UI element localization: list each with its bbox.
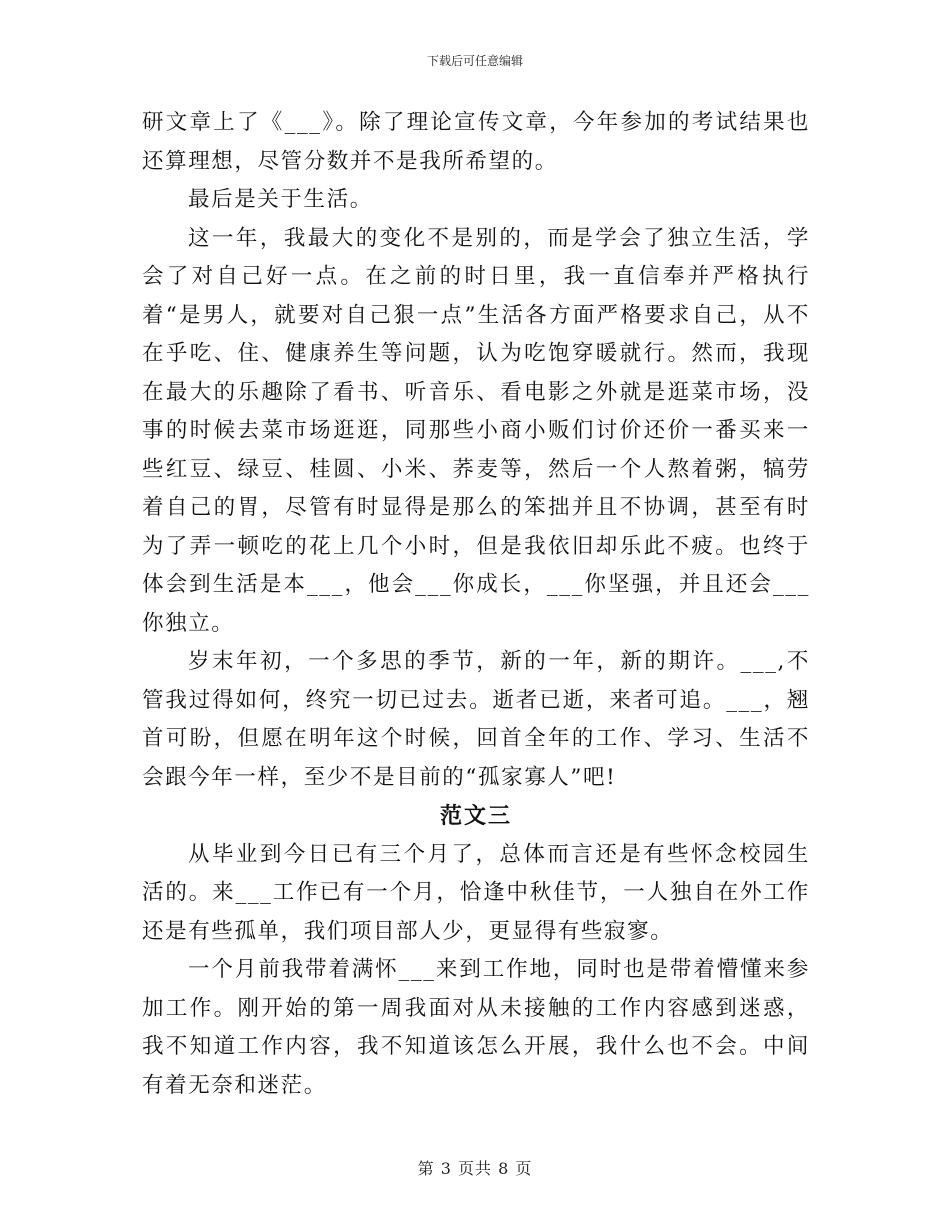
- paragraph-continued: 研文章上了《___》。除了理论宣传文章，今年参加的考试结果也还算理想，尽管分数并不是我所希望的。: [142, 110, 810, 174]
- page-header: 下载后可任意编辑: [426, 54, 523, 68]
- section-title: 范文三: [439, 803, 512, 829]
- paragraph-year-end: 岁末年初，一个多思的季节，新的一年，新的期许。___,不管我过得如何，终究一切已过去。逝者已逝，来者可追。___，翘首可盼，但愿在明年这个时候，回首全年的工作、学习、生活不会跟今年一样，至少不是目前的“孤家寡人”吧!: [142, 649, 810, 790]
- document-body: [142, 104, 810, 1105]
- paragraph-life-intro: 最后是关于生活。: [188, 187, 373, 212]
- paragraph-life-detail: 这一年，我最大的变化不是别的，而是学会了独立生活，学会了对自己好一点。在之前的时日里，我一直信奉并严格执行着“是男人，就要对自己狠一点”生活各方面严格要求自己，从不在乎吃、住、健康养生等问题，认为吃饱穿暖就行。然而，我现在最大的乐趣除了看书、听音乐、看电影之外就是逛菜市场，没事的时候去菜市场逛逛，同那些小商小贩们讨价还价一番买来一些红豆、绿豆、桂圆、小米、荞麦等，然后一个人熬着粥，犒劳着自己的胃，尽管有时显得是那么的笨拙并且不协调，甚至有时为了弄一顿吃的花上几个小时，但是我依旧却乐此不疲。也终于体会到生活是本___，他会___你成长，___你坚强，并且还会___你独立。: [142, 225, 810, 636]
- paragraph-section-2: 一个月前我带着满怀___来到工作地，同时也是带着懵懂来参加工作。刚开始的第一周我面对从未接触的工作内容感到迷惑，我不知道工作内容，我不知道该怎么开展，我什么也不会。中间有着无奈和迷茫。: [142, 957, 810, 1098]
- page-number: 第 3 页共 8 页: [417, 1159, 533, 1178]
- paragraph-section-1: 从毕业到今日已有三个月了，总体而言还是有些怀念校园生活的。来___工作已有一个月，恰逢中秋佳节，一人独自在外工作还是有些孤单，我们项目部人少，更显得有些寂寥。: [142, 841, 810, 944]
